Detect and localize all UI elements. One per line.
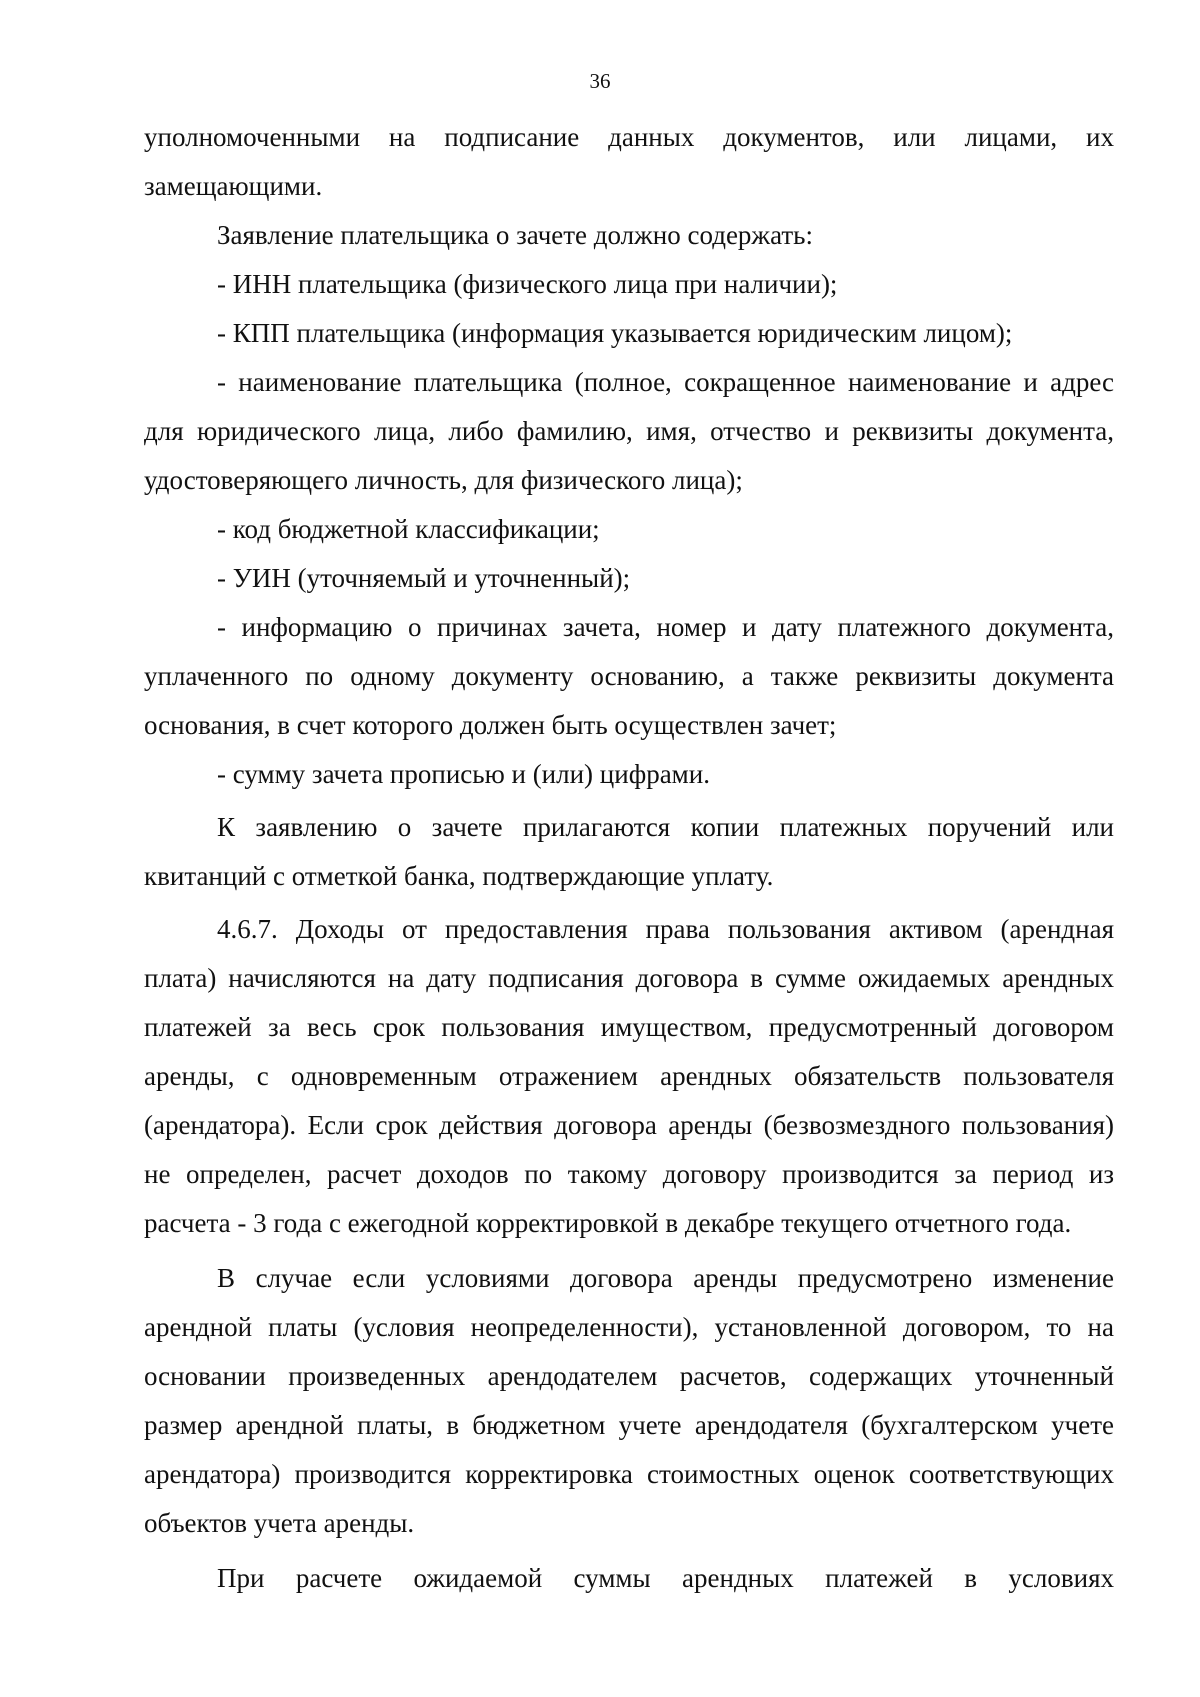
paragraph-continuation: уполномоченными на подписание данных документов, или лицами, их замещающими. xyxy=(144,122,1114,201)
list-item-budget-code: - код бюджетной классификации; xyxy=(217,514,600,544)
list-item-offset-amount: - сумму зачета прописью и (или) цифрами. xyxy=(217,759,710,789)
page-number: 36 xyxy=(589,69,611,93)
paragraph-expected-payments: При расчете ожидаемой суммы арендных платежей в условиях xyxy=(217,1563,1114,1593)
list-item-offset-reasons: - информацию о причинах зачета, номер и дату платежного документа, уплаченного по одному документу основанию, а также реквизиты документа основания, в счет которого должен быть осуществлен зачет; xyxy=(144,612,1114,740)
paragraph-application-contents: Заявление плательщика о зачете должно содержать: xyxy=(217,220,813,250)
paragraph-section-4-6-7: 4.6.7. Доходы от предоставления права пользования активом (арендная плата) начисляются на дату подписания договора в сумме ожидаемых арендных платежей за весь срок пользования имуществом, предусмотренный договором аренды, с одновременным отражением арендных обязательств пользователя (арендатора). Если срок действия договора аренды (безвозмездного пользования) не определен, расчет доходов по такому договору производится за период из расчета - 3 года с ежегодной корректировкой в декабре текущего отчетного года. xyxy=(144,914,1114,1238)
document-body xyxy=(144,113,1114,1603)
list-item-kpp: - КПП плательщика (информация указывается юридическим лицом); xyxy=(217,318,1013,348)
paragraph-attachments: К заявлению о зачете прилагаются копии платежных поручений или квитанций с отметкой банка, подтверждающие уплату. xyxy=(144,812,1114,891)
paragraph-rent-change: В случае если условиями договора аренды предусмотрено изменение арендной платы (условия неопределенности), установленной договором, то на основании произведенных арендодателем расчетов, содержащих уточненный размер арендной платы, в бюджетном учете арендодателя (бухгалтерском учете арендатора) производится корректировка стоимостных оценок соответствующих объектов учета аренды. xyxy=(144,1263,1114,1538)
list-item-uin: - УИН (уточняемый и уточненный); xyxy=(217,563,631,593)
list-item-inn: - ИНН плательщика (физического лица при наличии); xyxy=(217,269,838,299)
list-item-payer-name: - наименование плательщика (полное, сокращенное наименование и адрес для юридического лица, либо фамилию, имя, отчество и реквизиты документа, удостоверяющего личность, для физического лица); xyxy=(144,367,1114,495)
